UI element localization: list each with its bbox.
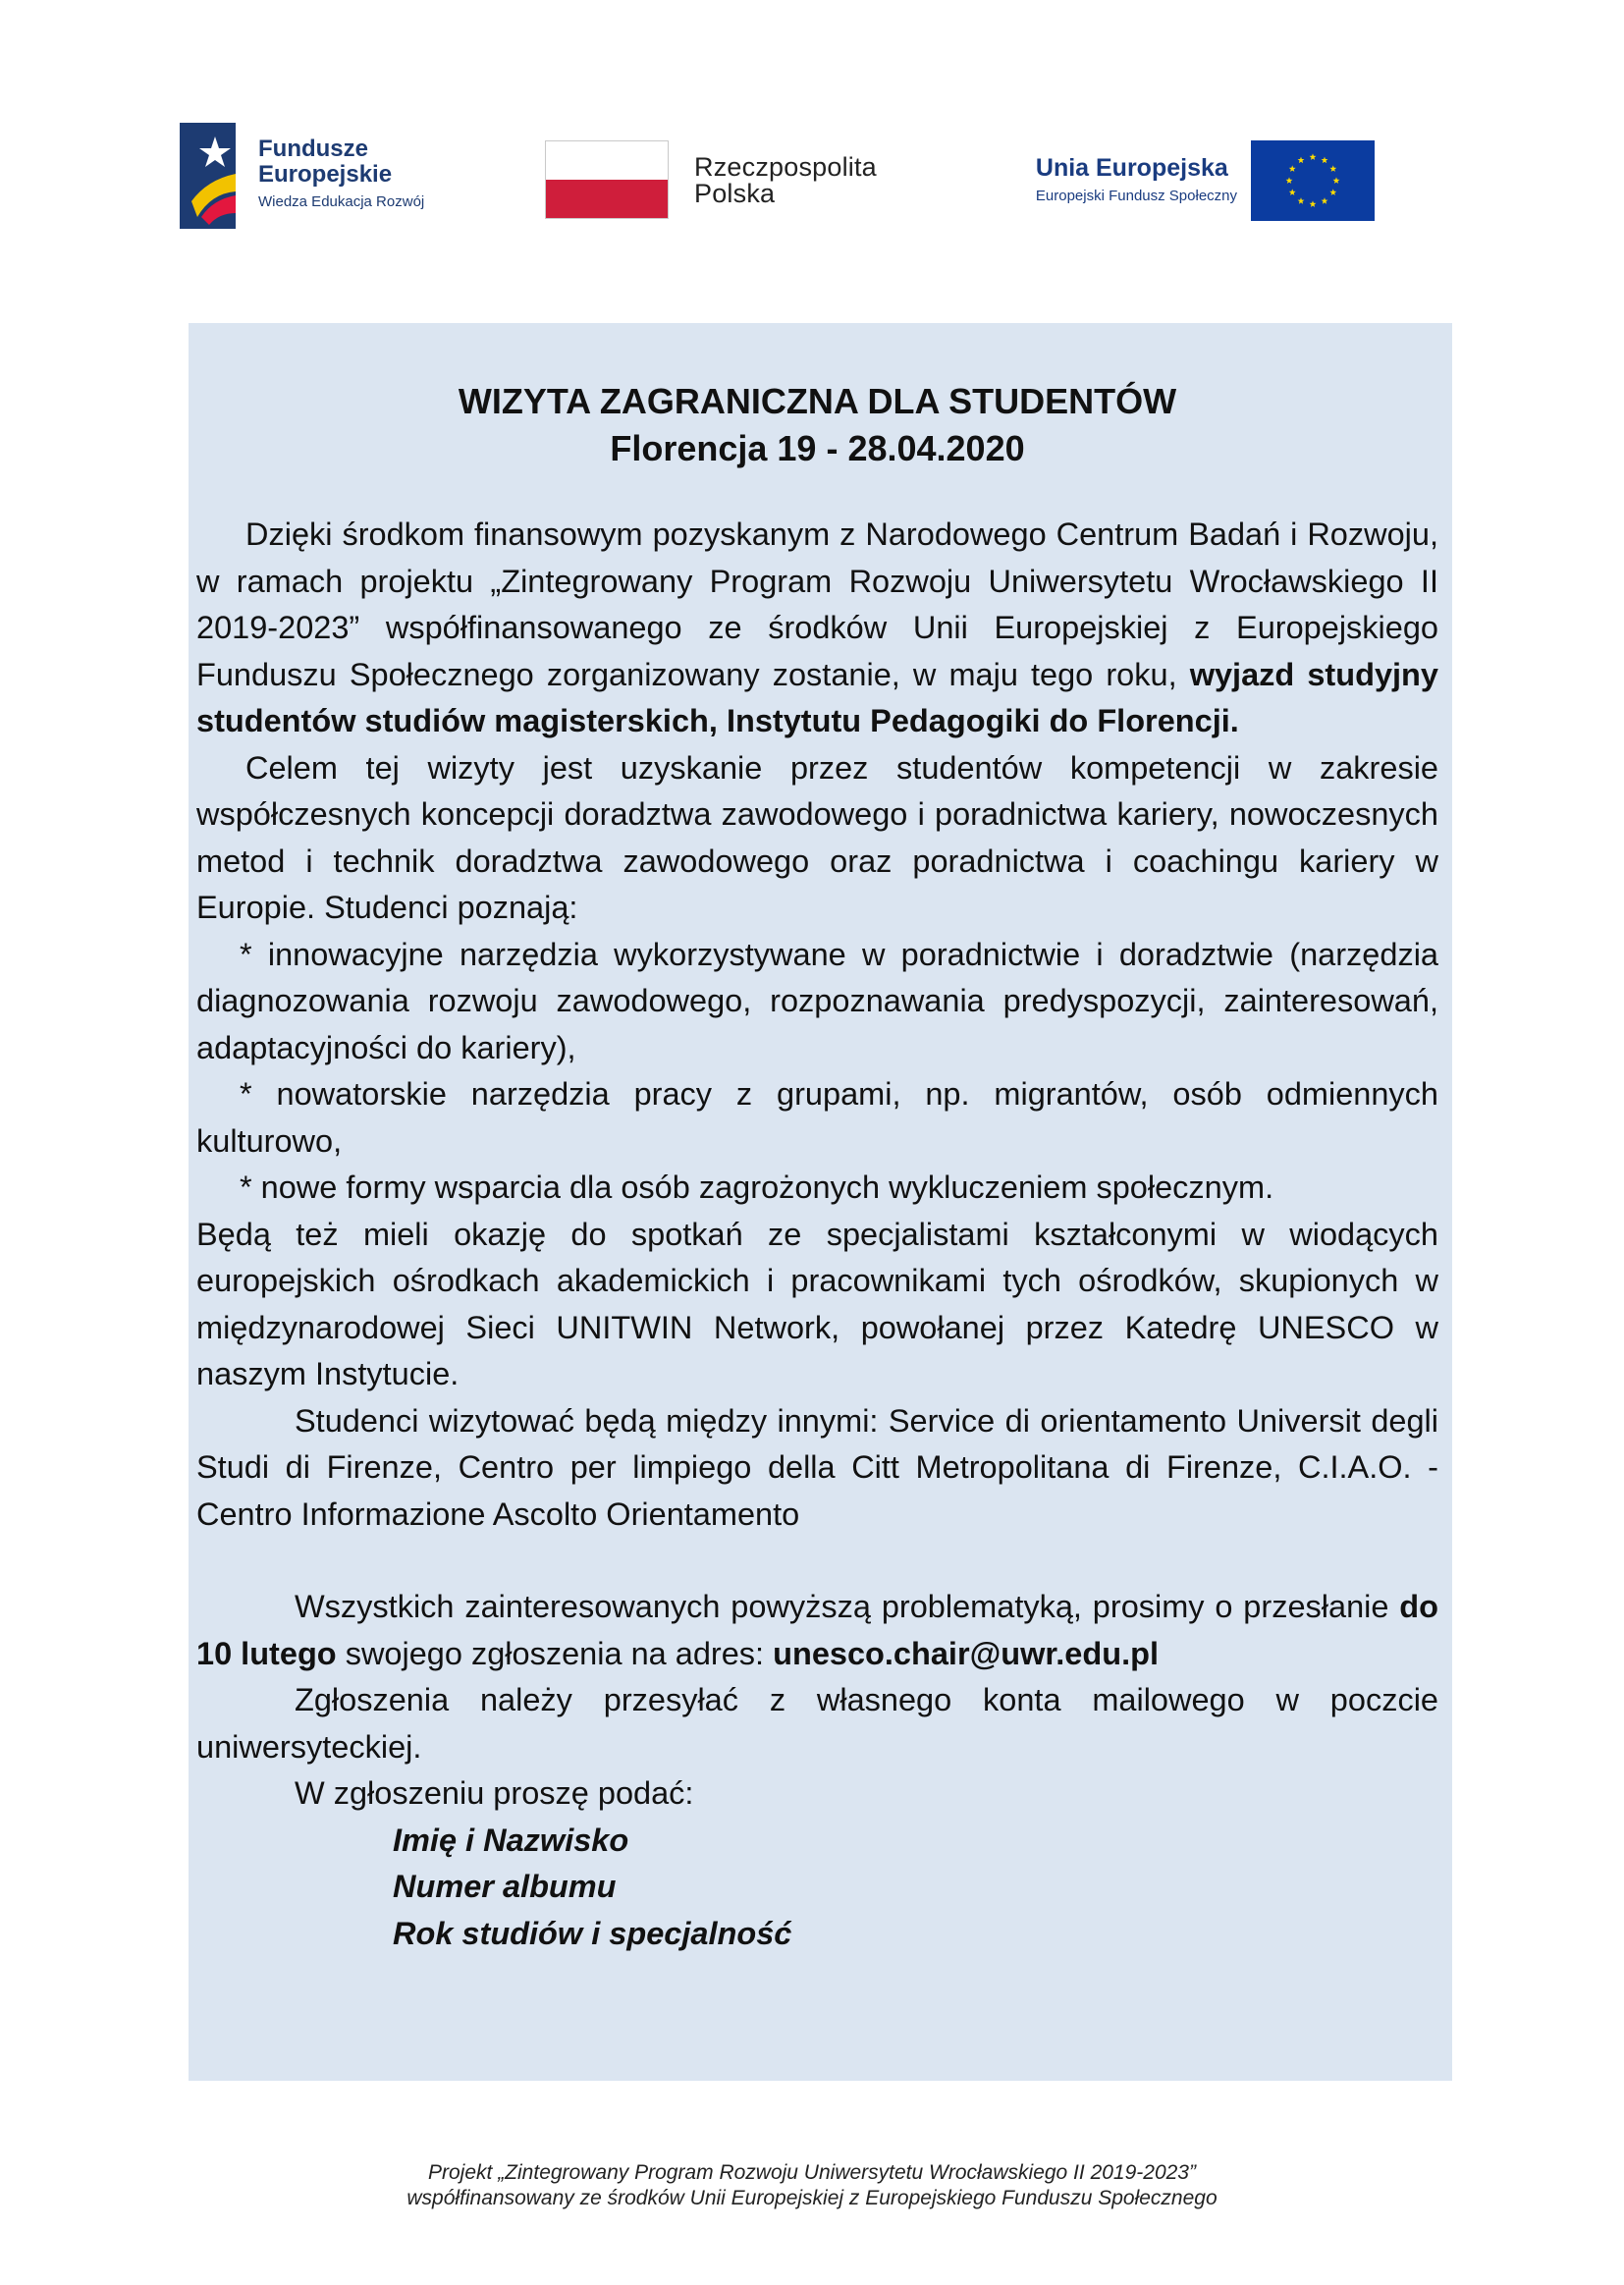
unia-europejska-logo [972,140,1384,229]
eu-flag-icon [1251,140,1375,221]
bullet-item: * innowacyjne narzędzia wykorzystywane w poradnictwie i doradztwie (narzędzia diagnozowania rozwoju zawodowego, rozpoznawania predyspozycji, zainteresowań, adaptacyjności do kariery), [196,936,1438,1065]
page-footer [0,2160,1624,2211]
announcement-box [189,323,1452,2081]
paragraph-required-fields: W zgłoszeniu proszę podać: [295,1775,694,1811]
fe-star-icon [180,123,236,229]
bullet-item: * nowe formy wsparcia dla osób zagrożonych wykluczeniem społecznym. [240,1170,1274,1205]
fe-logo-line2: Europejskie [258,161,393,188]
rp-logo-line2: Polska [694,179,776,208]
application-text-2: swojego zgłoszenia na adres: [336,1635,774,1671]
paragraph-email-note: Zgłoszenia należy przesyłać z własnego konta mailowego w poczcie uniwersyteckiej. [196,1682,1438,1765]
ue-logo-line2: Europejski Fundusz Społeczny [1035,188,1237,204]
required-field-item: Imię i Nazwisko [393,1822,629,1858]
required-field-item: Rok studiów i specjalność [393,1915,792,1951]
ue-logo-line1: Unia Europejska [1035,154,1228,182]
footer-line2: współfinansowany ze środków Unii Europejskiej z Europejskiego Funduszu Społecznego [406,2187,1218,2209]
paragraph-meetings: Będą też mieli okazję do spotkań ze specjalistami kształconymi w wiodących europejskich ośrodkach akademickich i pracownikami tych ośrodków, skupionych w międzynarodowej Sieci UNITWIN Network, powołanej przez Katedrę UNESCO w naszym Instytucie. [196,1216,1438,1391]
fe-logo-line3: Wiedza Edukacja Rozwój [258,193,425,210]
logo-bar [0,123,1624,241]
paragraph-visits: Studenci wizytować będą między innymi: Service di orientamento Universit degli Studi di Firenze, Centro per limpiego della Citt Metropolitana di Firenze, C.I.A.O. - Centro Informazione Ascolto Orientamento [196,1402,1438,1532]
fundusze-europejskie-logo [180,123,484,231]
fe-logo-line1: Fundusze [258,136,368,162]
paragraph-intro-text: Dzięki środkom finansowym pozyskanym z Narodowego Centrum Badań i Rozwoju, w ramach projektu „Zintegrowany Program Rozwoju Uniwersytetu Wrocławskiego II 2019-2023” współfinansowanego ze środków Unii Europejskiej z Europejskiego Funduszu Społecznego zorganizowany zostanie, w maju tego roku, [196,517,1438,692]
application-text: Wszystkich zainteresowanych powyższą problematyką, prosimy o przesłanie [295,1589,1400,1624]
paragraph-intro [196,512,1438,745]
bullet-item: * nowatorskie narzędzia pracy z grupami, np. migrantów, osób odmiennych kulturowo, [196,1076,1438,1159]
footer-line1: Projekt „Zintegrowany Program Rozwoju Uniwersytetu Wrocławskiego II 2019-2023” [428,2161,1196,2184]
application-deadline: do 10 lutego [196,1589,1438,1671]
rzeczpospolita-polska-logo [545,140,938,229]
application-email-link[interactable]: unesco.chair@uwr.edu.pl [773,1635,1159,1671]
paragraph-goal: Celem tej wizyty jest uzyskanie przez studentów kompetencji w zakresie współczesnych koncepcji doradztwa zawodowego i poradnictwa kariery, nowoczesnych metod i technik doradztwa zawodowego oraz poradnictwa i coachingu kariery w Europie. Studenci poznają: [196,749,1438,925]
required-field-item: Numer albumu [393,1869,617,1904]
paragraph-intro-bold: wyjazd studyjny studentów studiów magisterskich, Instytutu Pedagogiki do Florencji. [196,656,1438,738]
paragraph-application [196,1584,1438,1677]
polish-flag-icon [545,140,669,219]
page-subtitle: Florencja 19 - 28.04.2020 [610,428,1025,468]
page-title: WIZYTA ZAGRANICZNA DLA STUDENTÓW [458,381,1177,421]
rp-logo-line1: Rzeczpospolita [694,152,877,182]
